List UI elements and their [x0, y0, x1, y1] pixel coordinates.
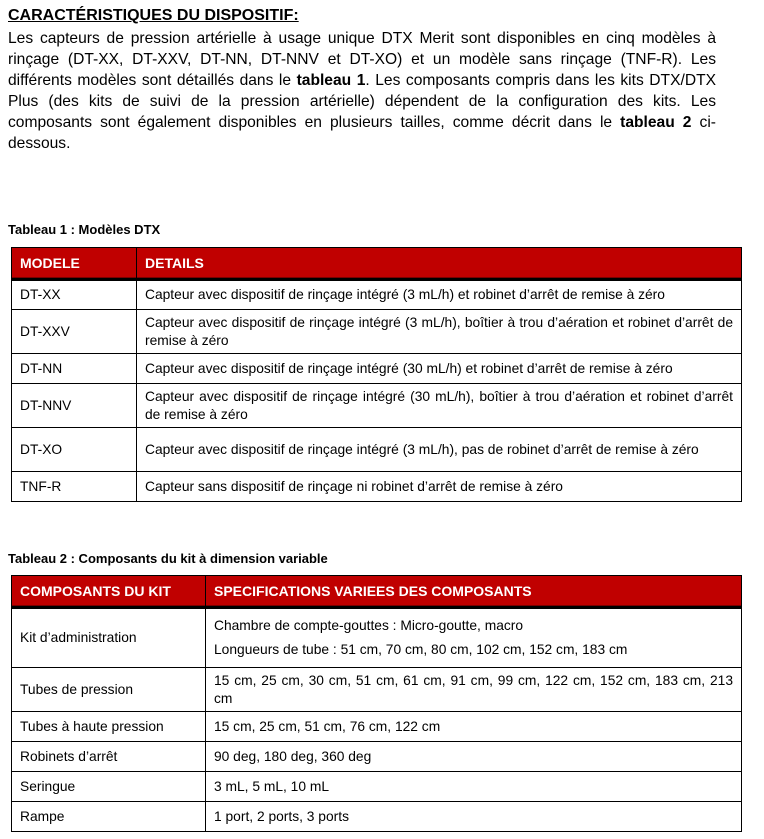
table1-header-model: MODELE [12, 248, 137, 280]
table-row [12, 428, 742, 472]
table-row [12, 772, 742, 802]
table1-header-details: DETAILS [137, 248, 742, 280]
model-cell: DT-XX [12, 280, 137, 310]
details-cell: Capteur sans dispositif de rinçage ni robinet d’arrêt de remise à zéro [137, 472, 742, 502]
specs-cell [206, 712, 742, 742]
spec-line: 1 port, 2 ports, 3 ports [214, 808, 349, 824]
table-row [12, 712, 742, 742]
component-cell: Rampe [12, 802, 206, 832]
specs-cell [206, 802, 742, 832]
model-cell: DT-XXV [12, 310, 137, 354]
component-cell: Kit d’administration [12, 608, 206, 668]
table-row [12, 472, 742, 502]
spec-line: 15 cm, 25 cm, 30 cm, 51 cm, 61 cm, 91 cm, 99 cm, 122 cm, 152 cm, 183 cm, 213 cm [214, 672, 733, 706]
component-cell: Tubes à haute pression [12, 712, 206, 742]
table1-body [12, 280, 742, 502]
component-cell: Robinets d’arrêt [12, 742, 206, 772]
details-cell: Capteur avec dispositif de rinçage intégré (3 mL/h) et robinet d’arrêt de remise à zéro [137, 280, 742, 310]
table1-models [11, 247, 742, 502]
ref-tableau-1: tableau 1 [296, 72, 366, 89]
section-heading: CARACTÉRISTIQUES DU DISPOSITIF: [8, 7, 299, 24]
table2-body [12, 608, 742, 832]
specs-cell [206, 668, 742, 712]
details-cell: Capteur avec dispositif de rinçage intégré (30 mL/h) et robinet d’arrêt de remise à zéro [137, 354, 742, 384]
specs-cell [206, 608, 742, 668]
table2-header-specs: SPECIFICATIONS VARIEES DES COMPOSANTS [206, 576, 742, 608]
intro-text-1: Les capteurs de pression artérielle à usage unique DTX Merit sont disponibles en cinq modèles à rinçage (DT-XX, DT-XXV, DT-NN, DT-NNV et DT-XO) et un modèle sans rinçage (TNF-R). Les différents modèles sont détaillés dans le [8, 30, 716, 89]
spec-line: 3 mL, 5 mL, 10 mL [214, 778, 330, 794]
table2-components [11, 575, 742, 832]
details-cell: Capteur avec dispositif de rinçage intégré (3 mL/h), boîtier à trou d’aération et robinet d’arrêt de remise à zéro [137, 310, 742, 354]
component-cell: Seringue [12, 772, 206, 802]
table-row [12, 280, 742, 310]
model-cell: DT-NNV [12, 384, 137, 428]
document-page [8, 6, 752, 154]
table-row [12, 668, 742, 712]
intro-text-3: ci-dessous. [8, 114, 716, 152]
spec-line: Chambre de compte-gouttes : Micro-goutte, macro [214, 618, 524, 633]
component-cell: Tubes de pression [12, 668, 206, 712]
table-row [12, 802, 742, 832]
table-row [12, 742, 742, 772]
table2-header-row [12, 576, 742, 608]
intro-text-2: . Les composants compris dans les kits DTX/DTX Plus (des kits de suivi de la pression artérielle) dépendent de la configuration des kits. Les composants sont également disponibles en plusieurs tailles, comme décrit dans le [8, 72, 717, 131]
table2-caption: Tableau 2 : Composants du kit à dimension variable [8, 551, 328, 566]
table1-header-row [12, 248, 742, 280]
table-row [12, 354, 742, 384]
model-cell: DT-XO [12, 428, 137, 472]
spec-line: 15 cm, 25 cm, 51 cm, 76 cm, 122 cm [214, 718, 441, 734]
ref-tableau-2: tableau 2 [620, 114, 692, 131]
specs-cell [206, 772, 742, 802]
table1-caption: Tableau 1 : Modèles DTX [8, 222, 161, 237]
specs-cell [206, 742, 742, 772]
table-row [12, 608, 742, 668]
table2-header-component: COMPOSANTS DU KIT [12, 576, 206, 608]
model-cell: DT-NN [12, 354, 137, 384]
details-cell: Capteur avec dispositif de rinçage intégré (30 mL/h), boîtier à trou d’aération et robinet d’arrêt de remise à zéro [137, 384, 742, 428]
intro-paragraph [8, 28, 716, 154]
table-row [12, 384, 742, 428]
spec-line: Longueurs de tube : 51 cm, 70 cm, 80 cm, 102 cm, 152 cm, 183 cm [214, 642, 628, 657]
model-cell: TNF-R [12, 472, 137, 502]
details-cell: Capteur avec dispositif de rinçage intégré (3 mL/h), pas de robinet d’arrêt de remise à zéro [137, 428, 742, 472]
spec-line: 90 deg, 180 deg, 360 deg [214, 748, 372, 764]
table-row [12, 310, 742, 354]
